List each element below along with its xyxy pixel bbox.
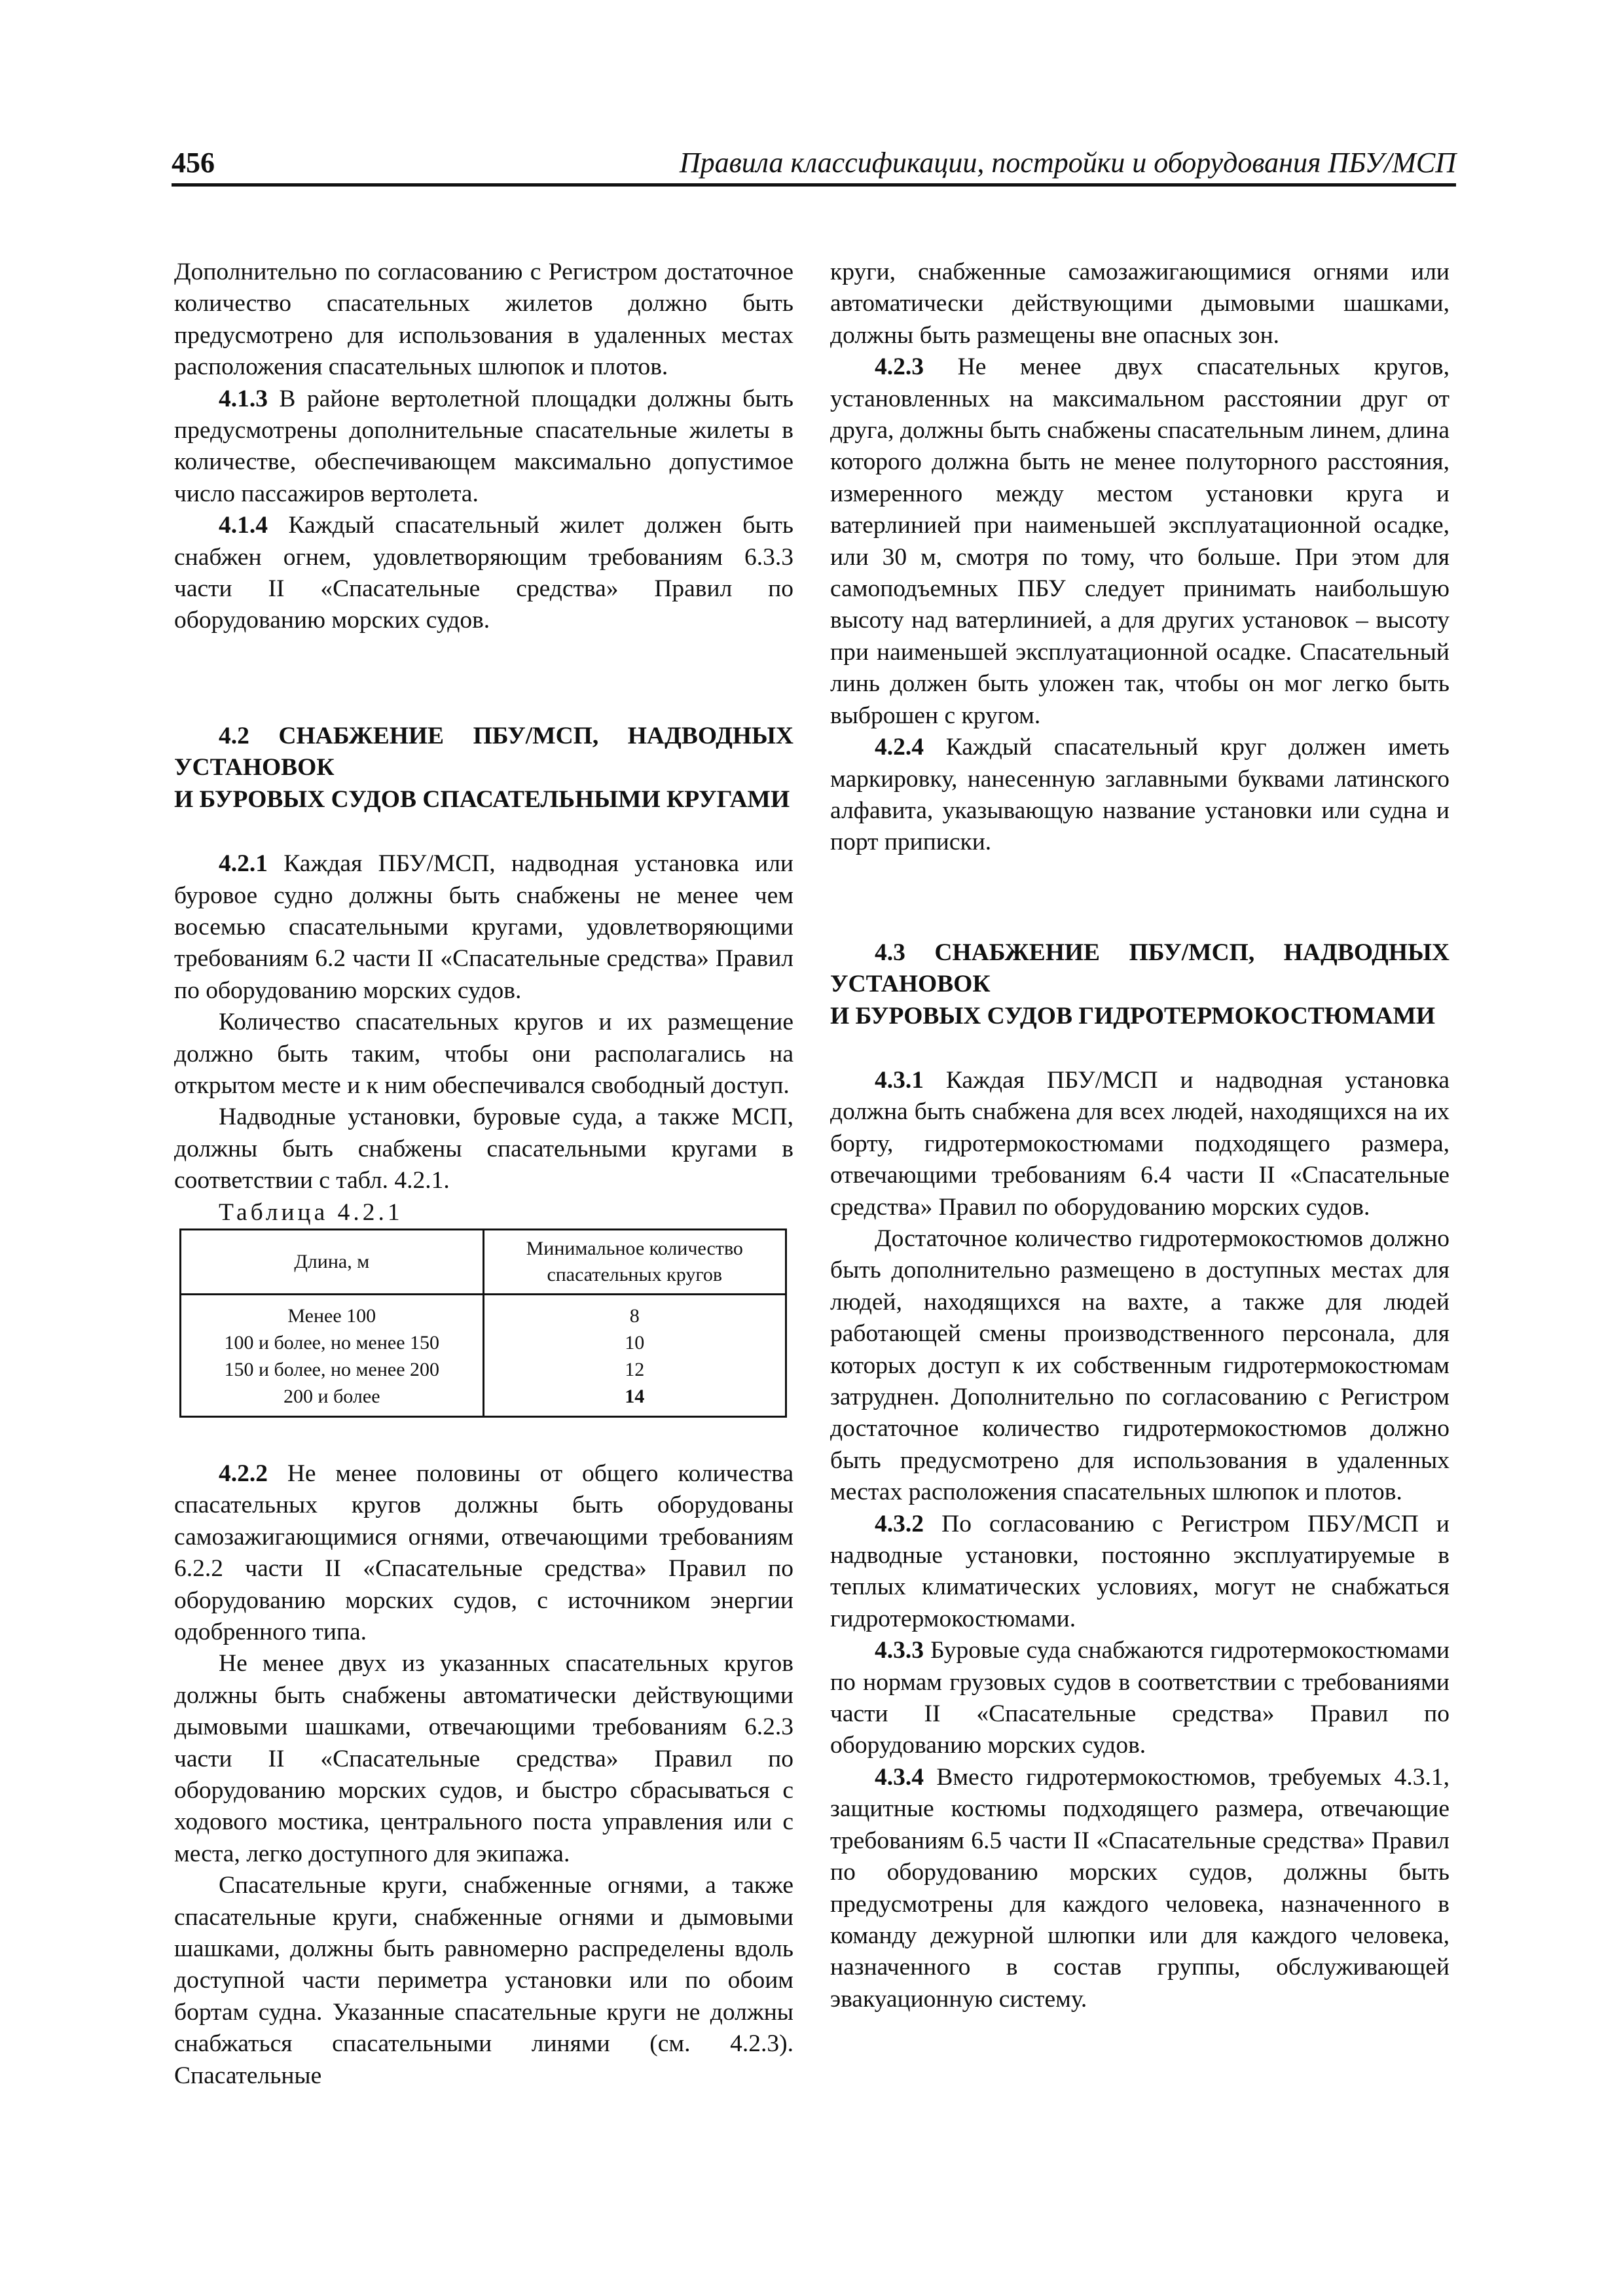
clause-number: 4.1.3 <box>219 385 268 412</box>
table-row <box>181 1357 786 1384</box>
paragraph-4-3-3 <box>830 1635 1450 1762</box>
paragraph-text: В районе вертолетной площадки должны быть предусмотрены дополнительные спасательные жилеты в количестве, обеспечивающем максимально допустимое число пассажиров вертолета. <box>174 385 794 507</box>
table-caption: Таблица 4.2.1 <box>219 1198 403 1226</box>
paragraph-4-1-3 <box>174 384 793 511</box>
paragraph: Не менее двух из указанных спасательных кругов должны быть снабжены автоматически действующими дымовыми шашками, отвечающими требованиям 6.2.3 части II «Спасательные средства» Правил по оборудованию морских судов, и быстро сбрасываться с ходового мостика, центрального поста управления или с места, легко доступного для экипажа. <box>174 1650 793 1867</box>
clause-number: 4.3.2 <box>875 1510 924 1537</box>
page-header <box>172 143 1456 187</box>
right-column <box>830 257 1450 2015</box>
table-cell-count: 14 <box>483 1384 786 1417</box>
table-cell-count: 8 <box>483 1294 786 1330</box>
paragraph-text: Буровые суда снабжаются гидротермокостюмами по нормам грузовых судов в соответствии с требованиями части II «Спасательные средства» Правил по оборудованию морских судов. <box>830 1637 1450 1759</box>
lifebuoy-table <box>179 1229 787 1418</box>
paragraph: Надводные установки, буровые суда, а также МСП, должны быть снабжены спасательными кругами в соответствии с табл. 4.2.1. <box>174 1103 793 1194</box>
paragraph-text: Каждая ПБУ/МСП и надводная установка должна быть снабжена для всех людей, находящихся на их борту, гидротермокостюмами подходящего размера, отвечающими требованиям 6.4 части II «Спасательные средства» Правил по оборудованию морских судов. <box>830 1066 1450 1221</box>
paragraph-4-2-2 <box>174 1458 793 1648</box>
clause-number: 4.2.2 <box>219 1460 268 1487</box>
table-row <box>181 1384 786 1417</box>
table-cell-length: Менее 100 <box>181 1294 484 1330</box>
paragraph-text: Каждый спасательный круг должен иметь маркировку, нанесенную заглавными буквами латинского алфавита, указывающую название установки или судна и порт приписки. <box>830 734 1450 856</box>
paragraph-4-2-3 <box>830 351 1450 732</box>
table-row <box>181 1294 786 1330</box>
paragraph-text: Вместо гидротермокостюмов, требуемых 4.3.1, защитные костюмы подходящего размера, отвечающие требованиям 6.5 части II «Спасательные средства» Правил по оборудованию морских судов, должны быть предусмотрены для каждого человека, назначенного в команду дежурной шлюпки или для каждого человека, назначенного в состав группы, обслуживающей эвакуационную систему. <box>830 1763 1450 2013</box>
clause-number: 4.1.4 <box>219 512 268 539</box>
table-cell-count: 12 <box>483 1357 786 1384</box>
paragraph: Дополнительно по согласованию с Регистром достаточное количество спасательных жилетов должно быть предусмотрено для использования в удаленных местах расположения спасательных шлюпок и плотов. <box>174 259 793 381</box>
paragraph: Количество спасательных кругов и их размещение должно быть таким, чтобы они располагались на открытом месте и к ним обеспечивался свободный доступ. <box>174 1009 793 1099</box>
running-title: Правила классификации, постройки и оборудования ПБУ/МСП <box>679 147 1456 179</box>
left-column <box>174 257 793 2092</box>
table-header-length: Длина, м <box>181 1229 484 1294</box>
paragraph: Спасательные круги, снабженные огнями, а также спасательные круги, снабженные огнями и дымовыми шашками, должны быть равномерно распределены вдоль доступной части периметра установки или по обоим бортам судна. Указанные спасательные круги не должны снабжаться спасательными линями (см. 4.2.3). Спасательные <box>174 1872 793 2089</box>
clause-number: 4.3.1 <box>875 1066 924 1094</box>
table-cell-length: 100 и более, но менее 150 <box>181 1330 484 1357</box>
paragraph-text: Не менее двух спасательных кругов, установленных на максимальном расстоянии друг от друга, должны быть снабжены спасательным линем, длина которого должна быть не менее полуторного расстояния, измеренного между местом установки круга и ватерлинией при наименьшей эксплуатационной осадке, или 30 м, смотря по тому, что больше. При этом для самоподъемных ПБУ следует принимать наибольшую высоту над ватерлинией, а для других установок – высоту при наименьшей эксплуатационной осадке. Спасательный линь должен быть уложен так, чтобы он мог легко быть выброшен с кругом. <box>830 353 1450 729</box>
paragraph-4-3-1 <box>830 1065 1450 1223</box>
clause-number: 4.3.3 <box>875 1637 924 1664</box>
table-cell-count: 10 <box>483 1330 786 1357</box>
paragraph: круги, снабженные самозажигающимися огнями или автоматически действующими дымовыми шашками, должны быть размещены вне опасных зон. <box>830 259 1450 349</box>
heading-line: И БУРОВЫХ СУДОВ СПАСАТЕЛЬНЫМИ КРУГАМИ <box>174 785 790 813</box>
clause-number: 4.2.4 <box>875 734 924 761</box>
paragraph-text: Каждый спасательный жилет должен быть снабжен огнем, удовлетворяющим требованиям 6.3.3 части II «Спасательные средства» Правил по оборудованию морских судов. <box>174 512 793 634</box>
table-cell-length: 150 и более, но менее 200 <box>181 1357 484 1384</box>
clause-number: 4.2.3 <box>875 353 924 381</box>
page-number: 456 <box>172 147 215 179</box>
paragraph-4-2-4 <box>830 732 1450 859</box>
section-heading-4-3 <box>830 937 1450 1032</box>
table-cell-length: 200 и более <box>181 1384 484 1417</box>
paragraph-4-3-2 <box>830 1509 1450 1636</box>
paragraph-4-3-4 <box>830 1762 1450 2015</box>
heading-line: 4.3 СНАБЖЕНИЕ ПБУ/МСП, НАДВОДНЫХ УСТАНОВОК <box>830 939 1450 998</box>
paragraph-text: По согласованию с Регистром ПБУ/МСП и надводные установки, постоянно эксплуатируемые в теплых климатических условиях, могут не снабжаться гидротермокостюмами. <box>830 1510 1450 1632</box>
clause-number: 4.2.1 <box>219 850 268 878</box>
table-header-row <box>181 1229 786 1294</box>
paragraph: Достаточное количество гидротермокостюмов должно быть дополнительно размещено в доступных местах для людей, находящихся на вахте, а также для людей работающей смены производственного персонала, для которых доступ к их собственным гидротермокостюмам затруднен. Дополнительно по согласованию с Регистром достаточное количество гидротермокостюмов должно быть предусмотрено для использования в удаленных местах расположения спасательных шлюпок и плотов. <box>830 1225 1450 1506</box>
table-row <box>181 1330 786 1357</box>
heading-line: 4.2 СНАБЖЕНИЕ ПБУ/МСП, НАДВОДНЫХ УСТАНОВОК <box>174 722 793 781</box>
section-heading-4-2 <box>174 721 793 816</box>
table-header-count: Минимальное количество спасательных кругов <box>483 1229 786 1294</box>
paragraph-4-2-1 <box>174 848 793 1007</box>
clause-number: 4.3.4 <box>875 1763 924 1791</box>
paragraph-text: Не менее половины от общего количества спасательных кругов должны быть оборудованы самозажигающимися огнями, отвечающими требованиям 6.2.2 части II «Спасательные средства» Правил по оборудованию морских судов, с источником энергии одобренного типа. <box>174 1460 794 1645</box>
paragraph-4-1-4 <box>174 510 793 637</box>
heading-line: И БУРОВЫХ СУДОВ ГИДРОТЕРМОКОСТЮМАМИ <box>830 1002 1436 1030</box>
paragraph-text: Каждая ПБУ/МСП, надводная установка или буровое судно должны быть снабжены не менее чем восемью спасательными кругами, удовлетворяющими требованиям 6.2 части II «Спасательные средства» Правил по оборудованию морских судов. <box>174 850 793 1004</box>
